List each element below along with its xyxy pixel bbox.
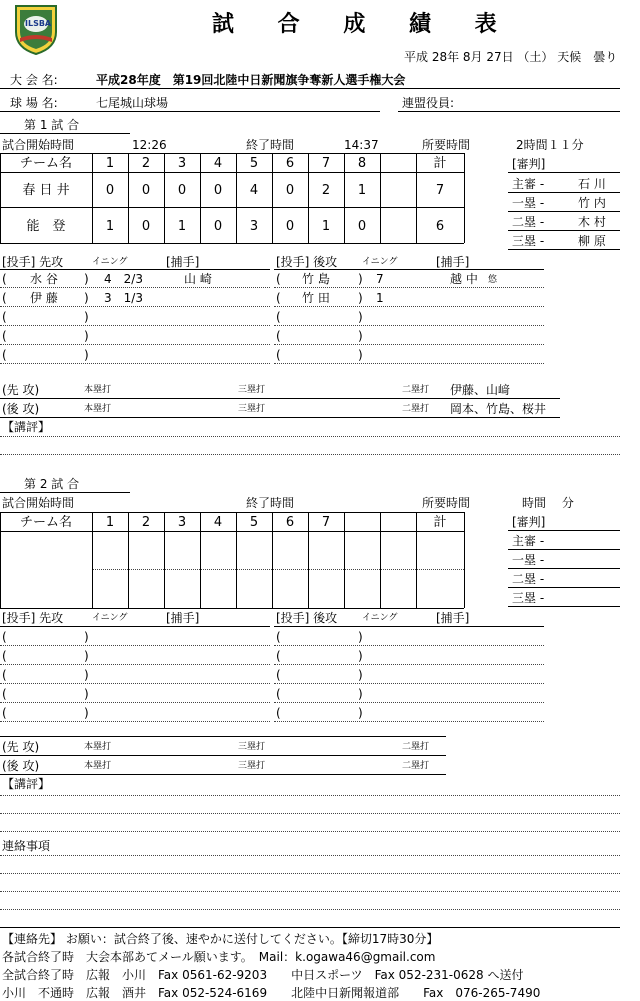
inning-label: イニング <box>92 257 128 267</box>
catcher-name: 山 崎 <box>184 272 212 286</box>
notes-label: 連絡事項 <box>2 839 51 853</box>
catcher-small: 悠 <box>488 275 498 285</box>
inning-header: 3 <box>177 515 187 530</box>
inning-header: 1 <box>105 156 115 171</box>
game1-comment-label: 【講評】 <box>2 420 51 434</box>
team-name: 能 登 <box>26 219 66 234</box>
catcher-name: 越 中 <box>450 272 478 286</box>
game2-duration-label: 所要時間 <box>422 496 471 510</box>
inning-header: 2 <box>141 156 151 171</box>
double-players: 伊藤、山﨑 <box>450 383 511 397</box>
inning-header: 6 <box>285 515 295 530</box>
total-header: 計 <box>433 156 447 171</box>
team-header: チーム名 <box>19 515 72 530</box>
game1-duration: 2時間１１分 <box>516 138 584 152</box>
umpire-pos: 三塁 - <box>512 234 545 248</box>
triple-label: 三塁打 <box>238 761 266 771</box>
score-cell: 3 <box>249 219 259 234</box>
umpire-pos: 一塁 - <box>512 196 545 210</box>
hits-side: (後 攻) <box>2 402 40 416</box>
score-cell: 0 <box>141 183 151 198</box>
catcher-label: [捕手] <box>166 255 200 269</box>
inning-header: 3 <box>177 156 187 171</box>
inning-header: 7 <box>321 156 331 171</box>
score-cell: 0 <box>213 183 223 198</box>
home-run-label: 本塁打 <box>84 742 112 752</box>
inning-header: 4 <box>213 156 223 171</box>
page-title: 試 合 成 績 表 <box>212 12 515 37</box>
double-label: 二塁打 <box>402 385 430 395</box>
inning-header: 2 <box>141 515 151 530</box>
date-weather: 平成 28年 8月 27日 （土） 天候 曇り <box>404 50 618 64</box>
score-cell: 1 <box>357 183 367 198</box>
pitcher-name: 竹 島 <box>302 272 330 286</box>
footer-line3: 全試合終了時 広報 小川 Fax 0561-62-9203 中日スポーツ Fax 052-231-0628 へ送付 <box>2 968 524 982</box>
pitcher-innings: 4 2/3 <box>104 272 143 286</box>
double-label: 二塁打 <box>402 761 430 771</box>
game2-pitch-left-label: [投手] 先攻 <box>2 611 64 625</box>
game1-end-label: 終了時間 <box>246 138 295 152</box>
umpire-name: 木 村 <box>578 215 606 229</box>
inning-label: イニング <box>362 257 398 267</box>
triple-label: 三塁打 <box>238 404 266 414</box>
inning-header: 5 <box>249 156 259 171</box>
pitcher-name: 竹 田 <box>302 291 330 305</box>
home-run-label: 本塁打 <box>84 404 112 414</box>
umpire-name: 柳 原 <box>578 234 606 248</box>
umpire-pos: 三塁 - <box>512 591 545 605</box>
inning-header: 8 <box>357 156 367 171</box>
game1-duration-label: 所要時間 <box>422 138 471 152</box>
triple-label: 三塁打 <box>238 385 266 395</box>
game1-start-time: 12:26 <box>132 138 167 152</box>
umpire-pos: 二塁 - <box>512 572 545 586</box>
official-label: 連盟役員: <box>402 96 455 110</box>
umpire-name: 石 川 <box>578 177 606 191</box>
footer-line2: 各試合終了時 大会本部あてメール願います。 Mail：k.ogawa46@gmail.com <box>2 950 436 964</box>
game2-end-label: 終了時間 <box>246 496 295 510</box>
game1-umpires-label: [審判] <box>512 157 546 171</box>
game2-comment-label: 【講評】 <box>2 777 51 791</box>
inning-header: 1 <box>105 515 115 530</box>
pitcher-name: 水 谷 <box>30 272 58 286</box>
pitcher-innings: 7 <box>376 272 384 286</box>
stadium-name: 七尾城山球場 <box>96 96 169 110</box>
home-run-label: 本塁打 <box>84 385 112 395</box>
score-cell: 0 <box>177 183 187 198</box>
inning-label: イニング <box>362 613 398 623</box>
game1-pitch-right-label: [投手] 後攻 <box>276 255 338 269</box>
stadium-label: 球 場 名: <box>10 96 58 110</box>
score-cell: 1 <box>321 219 331 234</box>
logo-text: ILSBA <box>25 19 52 28</box>
umpire-pos: 一塁 - <box>512 553 545 567</box>
umpire-pos: 二塁 - <box>512 215 545 229</box>
catcher-label: [捕手] <box>436 255 470 269</box>
hits-side: (後 攻) <box>2 759 40 773</box>
logo <box>12 2 60 56</box>
score-total: 6 <box>435 219 445 234</box>
team-name: 春 日 井 <box>22 183 70 198</box>
triple-label: 三塁打 <box>238 742 266 752</box>
hits-side: (先 攻) <box>2 383 40 397</box>
score-cell: 4 <box>249 183 259 198</box>
score-cell: 2 <box>321 183 331 198</box>
inning-header: 4 <box>213 515 223 530</box>
score-cell: 0 <box>213 219 223 234</box>
catcher-label: [捕手] <box>436 611 470 625</box>
pitcher-innings: 1 <box>376 291 384 305</box>
game2-start-label: 試合開始時間 <box>2 496 75 510</box>
score-total: 7 <box>435 183 445 198</box>
game1-heading: 第 1 試 合 <box>24 118 80 132</box>
double-label: 二塁打 <box>402 742 430 752</box>
footer-line1: 【連絡先】 お願い：試合終了後、速やかに送付してください。【締切17時30分】 <box>2 932 439 946</box>
pitcher-innings: 3 1/3 <box>104 291 143 305</box>
inning-header: 7 <box>321 515 331 530</box>
score-cell: 0 <box>285 183 295 198</box>
double-players: 岡本、竹島、桜井 <box>450 402 547 416</box>
game1-end-time: 14:37 <box>344 138 379 152</box>
umpire-pos: 主審 - <box>512 534 545 548</box>
tournament-name: 平成28年度 第19回北陸中日新聞旗争奪新人選手権大会 <box>96 73 406 87</box>
score-cell: 0 <box>357 219 367 234</box>
inning-header: 5 <box>249 515 259 530</box>
score-cell: 0 <box>105 183 115 198</box>
game2-heading: 第 2 試 合 <box>24 477 80 491</box>
footer-line4: 小川 不通時 広報 酒井 Fax 052-524-6169 北陸中日新聞報道部 Fax 076-265-7490 <box>2 986 541 1000</box>
inning-label: イニング <box>92 613 128 623</box>
game2-duration: 時間 分 <box>522 496 574 510</box>
game1-start-label: 試合開始時間 <box>2 138 75 152</box>
score-cell: 1 <box>105 219 115 234</box>
total-header: 計 <box>433 515 447 530</box>
score-cell: 1 <box>177 219 187 234</box>
tournament-label: 大 会 名: <box>10 73 58 87</box>
game1-pitch-left-label: [投手] 先攻 <box>2 255 64 269</box>
hits-side: (先 攻) <box>2 740 40 754</box>
catcher-label: [捕手] <box>166 611 200 625</box>
game2-scoreboard <box>0 512 464 608</box>
umpire-name: 竹 内 <box>578 196 606 210</box>
team-header: チーム名 <box>19 156 72 171</box>
game1-scoreboard <box>0 153 464 243</box>
home-run-label: 本塁打 <box>84 761 112 771</box>
double-label: 二塁打 <box>402 404 430 414</box>
score-cell: 0 <box>141 219 151 234</box>
game2-umpires-label: [審判] <box>512 515 546 529</box>
inning-header: 6 <box>285 156 295 171</box>
score-cell: 0 <box>285 219 295 234</box>
game2-pitch-right-label: [投手] 後攻 <box>276 611 338 625</box>
umpire-pos: 主審 - <box>512 177 545 191</box>
pitcher-name: 伊 藤 <box>30 291 58 305</box>
